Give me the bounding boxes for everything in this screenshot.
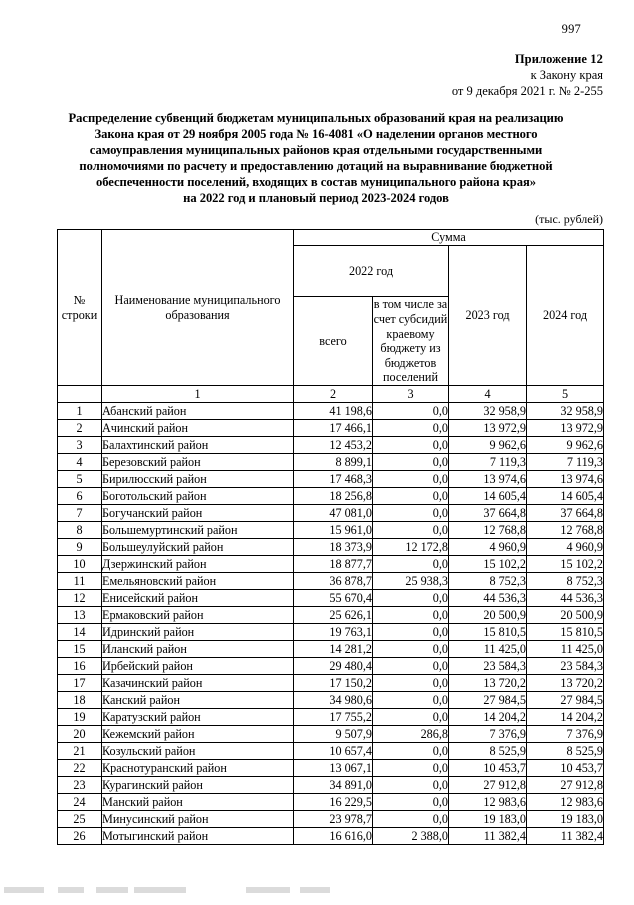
cell-municipality: Емельяновский район	[102, 573, 294, 590]
cell-2023: 27 912,8	[449, 777, 527, 794]
cell-row-number: 21	[58, 743, 102, 760]
table-row	[58, 760, 604, 777]
cell-2024: 27 912,8	[527, 777, 604, 794]
cell-subsidy-2022: 0,0	[373, 403, 449, 420]
col-header-sum: Сумма	[294, 230, 604, 246]
cell-municipality: Енисейский район	[102, 590, 294, 607]
cell-row-number: 7	[58, 505, 102, 522]
cell-subsidy-2022: 0,0	[373, 624, 449, 641]
subventions-table	[57, 229, 604, 845]
cell-total-2022: 16 616,0	[294, 828, 373, 845]
cell-municipality: Боготольский район	[102, 488, 294, 505]
table-row	[58, 675, 604, 692]
cell-2024: 13 720,2	[527, 675, 604, 692]
cell-subsidy-2022: 12 172,8	[373, 539, 449, 556]
cell-total-2022: 36 878,7	[294, 573, 373, 590]
cell-row-number: 8	[58, 522, 102, 539]
cell-municipality: Березовский район	[102, 454, 294, 471]
table-row	[58, 488, 604, 505]
table-header	[58, 230, 604, 403]
col-header-subsidy: в том числе за счет субсидий краевому бюджету из бюджетов поселений	[373, 297, 448, 385]
cell-2023: 12 983,6	[449, 794, 527, 811]
cell-municipality: Дзержинский район	[102, 556, 294, 573]
cell-subsidy-2022: 0,0	[373, 641, 449, 658]
cell-subsidy-2022: 0,0	[373, 522, 449, 539]
cell-2023: 13 974,6	[449, 471, 527, 488]
cell-2023: 7 119,3	[449, 454, 527, 471]
cell-municipality: Иланский район	[102, 641, 294, 658]
table-row	[58, 471, 604, 488]
cell-2023: 23 584,3	[449, 658, 527, 675]
col-header-year-2023: 2023 год	[449, 245, 527, 385]
cell-subsidy-2022: 286,8	[373, 726, 449, 743]
cell-row-number: 5	[58, 471, 102, 488]
appendix-law-ref: к Закону края	[530, 68, 603, 82]
cell-municipality: Ермаковский район	[102, 607, 294, 624]
cell-municipality: Бирилюсский район	[102, 471, 294, 488]
cell-total-2022: 17 468,3	[294, 471, 373, 488]
cell-total-2022: 34 980,6	[294, 692, 373, 709]
cell-row-number: 12	[58, 590, 102, 607]
cell-2024: 20 500,9	[527, 607, 604, 624]
cell-row-number: 14	[58, 624, 102, 641]
cell-total-2022: 34 891,0	[294, 777, 373, 794]
table-row	[58, 726, 604, 743]
cell-2023: 7 376,9	[449, 726, 527, 743]
cell-2024: 8 752,3	[527, 573, 604, 590]
cell-total-2022: 18 877,7	[294, 556, 373, 573]
cell-municipality: Манский район	[102, 794, 294, 811]
cell-subsidy-2022: 2 388,0	[373, 828, 449, 845]
cell-row-number: 16	[58, 658, 102, 675]
title-line-1: Распределение субвенций бюджетам муниципальных образований края на реализацию	[68, 111, 564, 125]
cell-2023: 37 664,8	[449, 505, 527, 522]
cell-total-2022: 10 657,4	[294, 743, 373, 760]
cell-2023: 15 810,5	[449, 624, 527, 641]
cell-2024: 32 958,9	[527, 403, 604, 420]
cell-2023: 8 525,9	[449, 743, 527, 760]
cell-2023: 20 500,9	[449, 607, 527, 624]
cell-total-2022: 8 899,1	[294, 454, 373, 471]
cell-row-number: 3	[58, 437, 102, 454]
appendix-law-date: от 9 декабря 2021 г. № 2-255	[451, 84, 603, 98]
cell-2023: 13 972,9	[449, 420, 527, 437]
scan-artifact	[0, 884, 634, 896]
cell-subsidy-2022: 0,0	[373, 590, 449, 607]
cell-2024: 15 810,5	[527, 624, 604, 641]
cell-2023: 12 768,8	[449, 522, 527, 539]
cell-2024: 23 584,3	[527, 658, 604, 675]
column-number-0	[58, 386, 102, 403]
cell-municipality: Кежемский район	[102, 726, 294, 743]
cell-row-number: 17	[58, 675, 102, 692]
table-row	[58, 437, 604, 454]
cell-municipality: Краснотуранский район	[102, 760, 294, 777]
table-row	[58, 794, 604, 811]
cell-municipality: Минусинский район	[102, 811, 294, 828]
table-row	[58, 420, 604, 437]
cell-row-number: 26	[58, 828, 102, 845]
cell-row-number: 19	[58, 709, 102, 726]
cell-2023: 9 962,6	[449, 437, 527, 454]
cell-municipality: Курагинский район	[102, 777, 294, 794]
cell-total-2022: 13 067,1	[294, 760, 373, 777]
appendix-title: Приложение 12	[514, 52, 603, 66]
col-header-year-2022: 2022 год	[294, 245, 449, 297]
column-number-5: 5	[527, 386, 604, 403]
col-header-total: всего	[294, 297, 373, 386]
cell-municipality: Богучанский район	[102, 505, 294, 522]
cell-total-2022: 12 453,2	[294, 437, 373, 454]
cell-2024: 12 983,6	[527, 794, 604, 811]
title-line-2: Закона края от 29 ноября 2005 года № 16-4081 «О наделении органов местного	[94, 127, 538, 142]
cell-total-2022: 41 198,6	[294, 403, 373, 420]
cell-2024: 15 102,2	[527, 556, 604, 573]
table-row	[58, 590, 604, 607]
cell-subsidy-2022: 0,0	[373, 556, 449, 573]
table-row	[58, 692, 604, 709]
col-header-row-number: № строки	[58, 230, 102, 386]
column-number-row	[58, 386, 604, 403]
cell-municipality: Абанский район	[102, 403, 294, 420]
document-title	[57, 110, 575, 207]
cell-2024: 27 984,5	[527, 692, 604, 709]
cell-subsidy-2022: 0,0	[373, 743, 449, 760]
cell-subsidy-2022: 0,0	[373, 454, 449, 471]
cell-municipality: Большемуртинский район	[102, 522, 294, 539]
cell-2024: 11 382,4	[527, 828, 604, 845]
cell-municipality: Канский район	[102, 692, 294, 709]
header-row-top	[58, 230, 604, 246]
cell-2024: 14 605,4	[527, 488, 604, 505]
cell-municipality: Козульский район	[102, 743, 294, 760]
cell-2023: 11 425,0	[449, 641, 527, 658]
cell-2023: 44 536,3	[449, 590, 527, 607]
table-row	[58, 539, 604, 556]
cell-2024: 12 768,8	[527, 522, 604, 539]
page-number: 997	[561, 22, 581, 36]
cell-municipality: Ачинский район	[102, 420, 294, 437]
cell-2024: 37 664,8	[527, 505, 604, 522]
cell-2023: 8 752,3	[449, 573, 527, 590]
cell-2023: 14 204,2	[449, 709, 527, 726]
cell-municipality: Большеулуйский район	[102, 539, 294, 556]
cell-row-number: 6	[58, 488, 102, 505]
cell-total-2022: 14 281,2	[294, 641, 373, 658]
cell-subsidy-2022: 0,0	[373, 658, 449, 675]
cell-subsidy-2022: 0,0	[373, 437, 449, 454]
cell-total-2022: 55 670,4	[294, 590, 373, 607]
cell-municipality: Мотыгинский район	[102, 828, 294, 845]
table-row	[58, 454, 604, 471]
cell-row-number: 22	[58, 760, 102, 777]
cell-total-2022: 9 507,9	[294, 726, 373, 743]
cell-total-2022: 17 150,2	[294, 675, 373, 692]
col-header-year-2024: 2024 год	[527, 245, 604, 385]
cell-2024: 7 376,9	[527, 726, 604, 743]
cell-total-2022: 17 466,1	[294, 420, 373, 437]
cell-subsidy-2022: 0,0	[373, 692, 449, 709]
cell-subsidy-2022: 0,0	[373, 505, 449, 522]
cell-2024: 8 525,9	[527, 743, 604, 760]
cell-total-2022: 17 755,2	[294, 709, 373, 726]
cell-subsidy-2022: 0,0	[373, 488, 449, 505]
cell-municipality: Идринский район	[102, 624, 294, 641]
column-number-2: 2	[294, 386, 373, 403]
cell-row-number: 2	[58, 420, 102, 437]
cell-total-2022: 19 763,1	[294, 624, 373, 641]
cell-2024: 13 974,6	[527, 471, 604, 488]
cell-subsidy-2022: 0,0	[373, 471, 449, 488]
cell-2023: 15 102,2	[449, 556, 527, 573]
cell-municipality: Балахтинский район	[102, 437, 294, 454]
cell-total-2022: 47 081,0	[294, 505, 373, 522]
cell-total-2022: 15 961,0	[294, 522, 373, 539]
appendix-reference	[0, 51, 603, 99]
cell-total-2022: 16 229,5	[294, 794, 373, 811]
table-row	[58, 522, 604, 539]
cell-2024: 9 962,6	[527, 437, 604, 454]
col-header-municipality: Наименование муниципального образования	[102, 230, 294, 386]
cell-2023: 10 453,7	[449, 760, 527, 777]
cell-subsidy-2022: 0,0	[373, 709, 449, 726]
cell-total-2022: 29 480,4	[294, 658, 373, 675]
column-number-1: 1	[102, 386, 294, 403]
cell-2023: 19 183,0	[449, 811, 527, 828]
cell-municipality: Каратузский район	[102, 709, 294, 726]
cell-row-number: 1	[58, 403, 102, 420]
table-row	[58, 743, 604, 760]
cell-2023: 27 984,5	[449, 692, 527, 709]
column-number-4: 4	[449, 386, 527, 403]
table-body	[58, 403, 604, 845]
table-row	[58, 828, 604, 845]
cell-row-number: 24	[58, 794, 102, 811]
cell-subsidy-2022: 0,0	[373, 607, 449, 624]
table-row	[58, 709, 604, 726]
cell-total-2022: 23 978,7	[294, 811, 373, 828]
table-row	[58, 624, 604, 641]
cell-subsidy-2022: 25 938,3	[373, 573, 449, 590]
cell-row-number: 10	[58, 556, 102, 573]
cell-municipality: Казачинский район	[102, 675, 294, 692]
cell-subsidy-2022: 0,0	[373, 675, 449, 692]
cell-row-number: 4	[58, 454, 102, 471]
cell-municipality: Ирбейский район	[102, 658, 294, 675]
table-row	[58, 573, 604, 590]
cell-2024: 14 204,2	[527, 709, 604, 726]
table-row	[58, 607, 604, 624]
cell-row-number: 11	[58, 573, 102, 590]
cell-row-number: 15	[58, 641, 102, 658]
table-row	[58, 811, 604, 828]
cell-2024: 13 972,9	[527, 420, 604, 437]
cell-2023: 13 720,2	[449, 675, 527, 692]
cell-2024: 4 960,9	[527, 539, 604, 556]
table-row	[58, 777, 604, 794]
column-number-3: 3	[373, 386, 449, 403]
table-row	[58, 505, 604, 522]
cell-row-number: 25	[58, 811, 102, 828]
cell-2023: 32 958,9	[449, 403, 527, 420]
title-line-5: обеспеченности поселений, входящих в состав муниципального района края»	[95, 175, 537, 190]
cell-2024: 19 183,0	[527, 811, 604, 828]
cell-subsidy-2022: 0,0	[373, 777, 449, 794]
table-row	[58, 658, 604, 675]
cell-row-number: 23	[58, 777, 102, 794]
cell-subsidy-2022: 0,0	[373, 760, 449, 777]
cell-row-number: 18	[58, 692, 102, 709]
cell-total-2022: 18 256,8	[294, 488, 373, 505]
cell-2023: 4 960,9	[449, 539, 527, 556]
cell-row-number: 20	[58, 726, 102, 743]
table-row	[58, 403, 604, 420]
cell-2023: 14 605,4	[449, 488, 527, 505]
cell-2023: 11 382,4	[449, 828, 527, 845]
cell-total-2022: 18 373,9	[294, 539, 373, 556]
title-line-6: на 2022 год и плановый период 2023-2024 годов	[183, 191, 449, 206]
cell-2024: 11 425,0	[527, 641, 604, 658]
cell-subsidy-2022: 0,0	[373, 794, 449, 811]
units-note: (тыс. рублей)	[535, 212, 603, 226]
cell-row-number: 9	[58, 539, 102, 556]
cell-row-number: 13	[58, 607, 102, 624]
title-line-4: полномочиями по расчету и предоставлению дотаций на выравнивание бюджетной	[79, 159, 553, 174]
cell-total-2022: 25 626,1	[294, 607, 373, 624]
table-row	[58, 641, 604, 658]
cell-subsidy-2022: 0,0	[373, 811, 449, 828]
cell-2024: 10 453,7	[527, 760, 604, 777]
title-line-3: самоуправления муниципальных районов края отдельными государственными	[89, 143, 543, 158]
table-row	[58, 556, 604, 573]
cell-subsidy-2022: 0,0	[373, 420, 449, 437]
cell-2024: 7 119,3	[527, 454, 604, 471]
cell-2024: 44 536,3	[527, 590, 604, 607]
